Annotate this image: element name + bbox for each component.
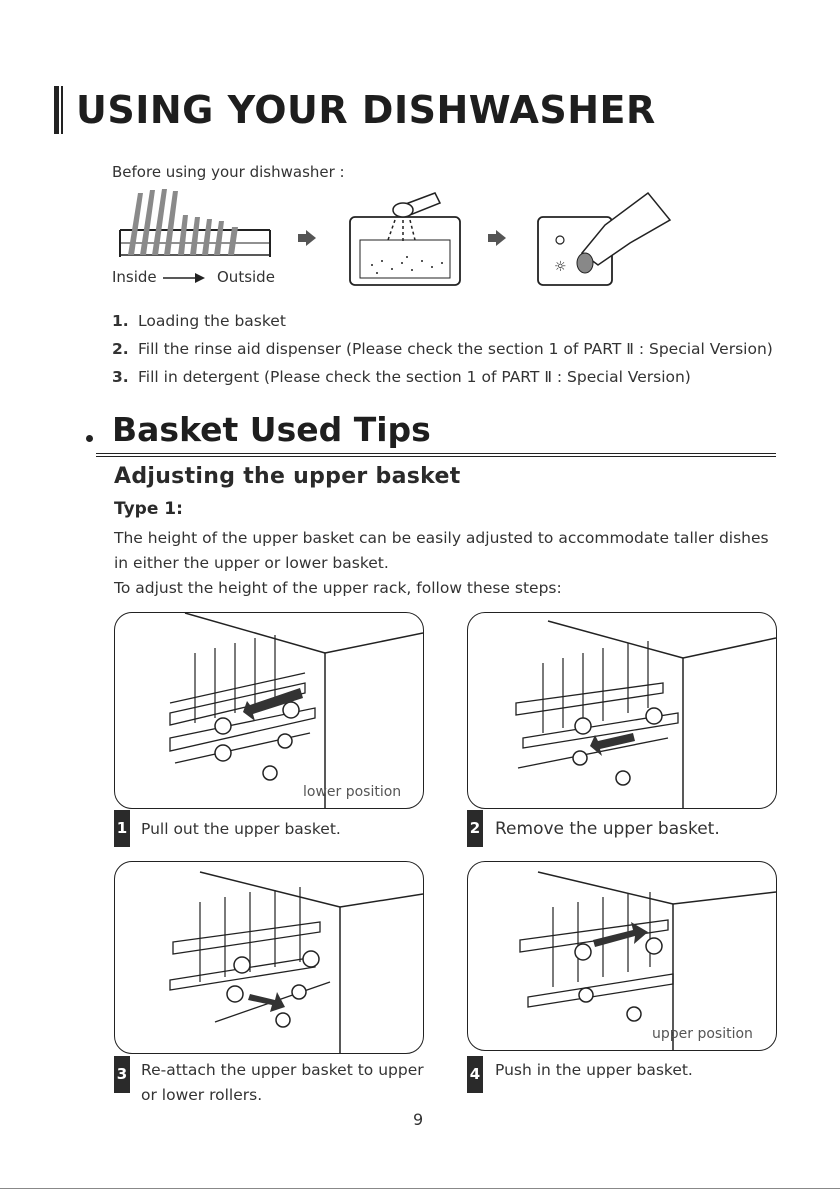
list-item: 1. Loading the basket — [112, 312, 286, 330]
basket-rack-icon — [115, 862, 423, 1053]
step-caption: Pull out the upper basket. — [141, 820, 341, 838]
position-label: upper position — [652, 1026, 753, 1042]
list-item: 2. Fill the rinse aid dispenser (Please check the section 1 of PART Ⅱ : Special Version) — [112, 340, 773, 358]
section-title: Basket Used Tips — [112, 410, 431, 449]
step-4-illustration — [467, 861, 777, 1051]
position-label: lower position — [303, 784, 402, 800]
step-caption: Push in the upper basket. — [495, 1061, 693, 1079]
step-1-illustration — [114, 612, 424, 809]
step-number-badge: 4 — [467, 1056, 483, 1093]
outside-label: Outside — [217, 268, 275, 286]
steps-list — [112, 307, 773, 391]
step-3-illustration — [114, 861, 424, 1054]
arrow-right-icon — [163, 273, 205, 283]
step-2-illustration — [467, 612, 777, 809]
title-accent-bar-thin — [61, 86, 63, 134]
title-accent-bar — [54, 86, 59, 134]
inside-label: Inside — [112, 268, 157, 286]
section-divider — [96, 453, 776, 454]
list-item: 3. Fill in detergent (Please check the section 1 of PART Ⅱ : Special Version) — [112, 368, 691, 386]
detergent-dispenser-icon — [538, 193, 670, 285]
next-step-arrow-icon — [488, 230, 506, 246]
step-caption: Re-attach the upper basket to upper or lower rollers. — [141, 1061, 424, 1104]
step-number-badge: 3 — [114, 1056, 130, 1093]
step-number-badge: 1 — [114, 810, 130, 847]
basket-rack-icon — [468, 613, 776, 808]
next-step-arrow-icon — [298, 230, 316, 246]
dish-rack-icon — [120, 189, 270, 257]
type-label: Type 1: — [114, 499, 183, 519]
step-number-badge: 2 — [467, 810, 483, 847]
intro-lead: Before using your dishwasher : — [112, 163, 345, 181]
basket-rack-icon — [468, 862, 776, 1050]
intro-illustration — [110, 185, 710, 295]
page-title: USING YOUR DISHWASHER — [76, 88, 656, 132]
page-bottom-rule — [0, 1188, 840, 1189]
rinse-basin-icon — [350, 193, 460, 285]
subsection-title: Adjusting the upper basket — [114, 464, 461, 489]
step-caption: Remove the upper basket. — [495, 819, 720, 839]
basket-rack-icon — [115, 613, 423, 808]
svg-text:☼: ☼ — [554, 259, 567, 275]
section-bullet — [86, 435, 93, 442]
section-paragraph: The height of the upper basket can be easily adjusted to accommodate taller dishes in either the upper or lower basket. To adjust the height of the upper rack, follow these steps: — [114, 529, 769, 597]
page-number: 9 — [413, 1110, 424, 1129]
section-divider — [96, 456, 776, 457]
